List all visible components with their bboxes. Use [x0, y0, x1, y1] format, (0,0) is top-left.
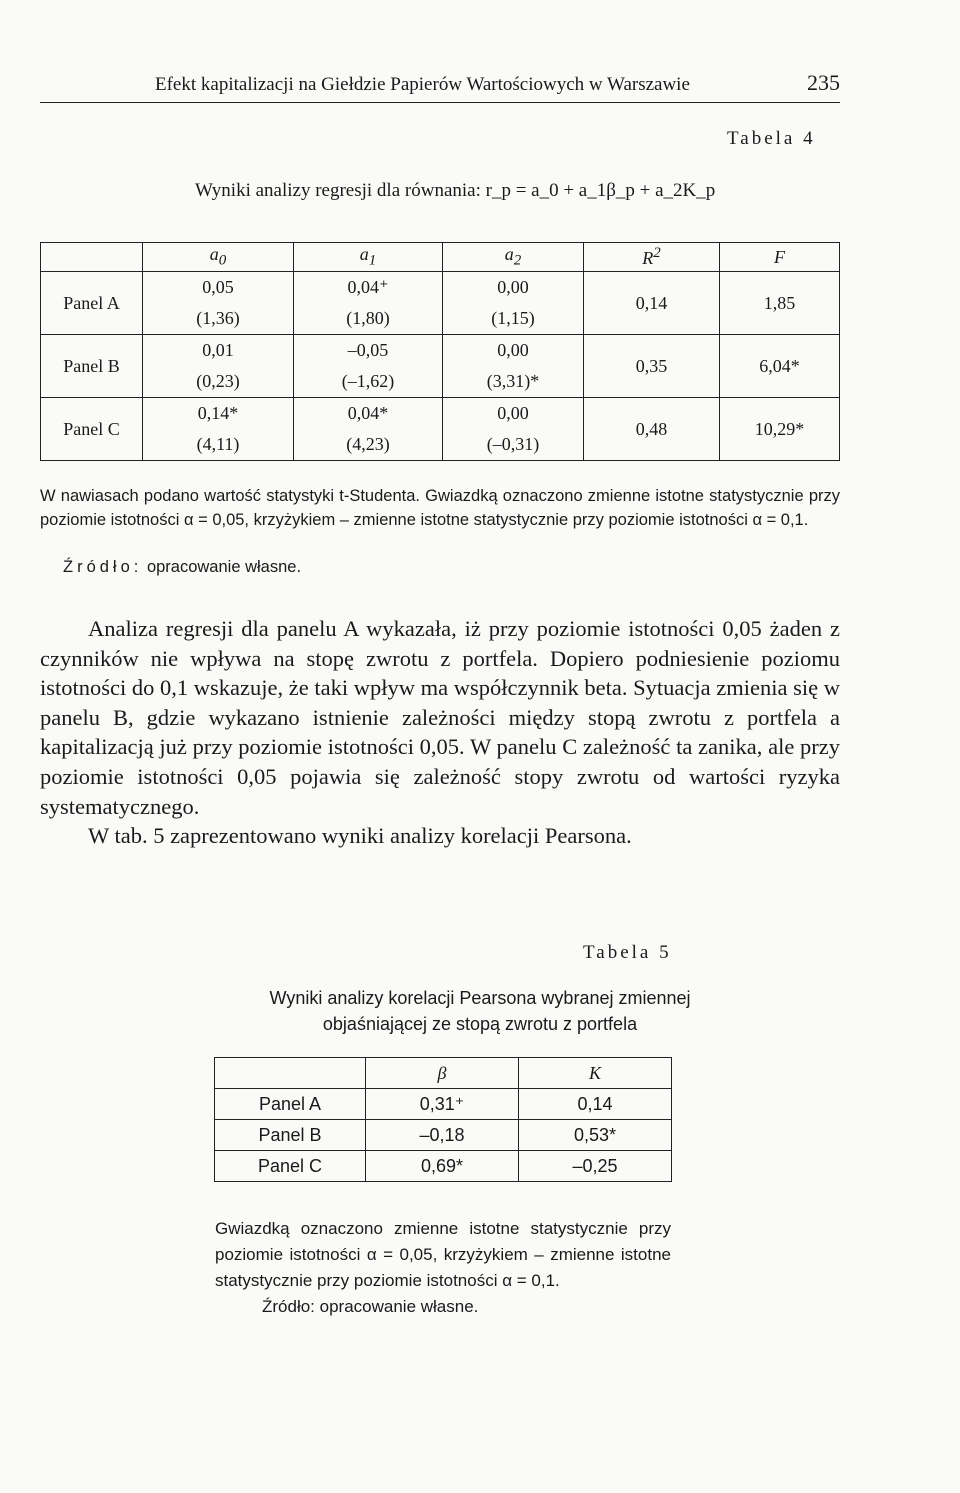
- table4-col-a2: $a_2$: [443, 243, 584, 272]
- table4-row-a-coef: [41, 272, 840, 304]
- paragraph: Analiza regresji dla panelu A wykazała, iż przy poziomie istotności 0,05 żaden z czynników nie wpływa na stopę zwrotu z portfela. Dopiero podniesienie poziomu istotności do 0,1 wskazuje, że taki wpływ ma współczynnik beta. Sytuacja zmienia się w panelu B, gdzie wykazano istnienie zależności między stopą zwrotu z portfela a kapitalizacją już przy poziomie istotności 0,05. W panelu C zależność ta zanika, ale przy poziomie istotności 0,05 pojawia się zależność stopy zwrotu od wartości ryzyka systematycznego.: [40, 616, 840, 819]
- table-row: [215, 1089, 672, 1120]
- table5-col-k: K: [519, 1058, 672, 1089]
- table5-source: Źródło: opracowanie własne.: [262, 1297, 479, 1316]
- cell: (1,15): [443, 303, 584, 335]
- cell: 0,00: [443, 398, 584, 430]
- row-label: Panel B: [215, 1120, 366, 1151]
- table4-caption: Wyniki analizy regresji dla równania: r_p = a_0 + a_1β_p + a_2K_p: [195, 180, 716, 201]
- cell: 0,01: [143, 335, 294, 367]
- cell: 0,69*: [366, 1151, 519, 1182]
- cell: 6,04*: [720, 335, 840, 398]
- row-label: Panel C: [215, 1151, 366, 1182]
- running-header: [40, 70, 840, 103]
- paragraph: W tab. 5 zaprezentowano wyniki analizy korelacji Pearsona.: [88, 823, 632, 849]
- table4-col-r2: $R^2$: [584, 243, 720, 272]
- table5-caption-line1: Wyniki analizy korelacji Pearsona wybranej zmiennej: [269, 988, 691, 1008]
- cell: 0,04*: [294, 398, 443, 430]
- cell: (4,23): [294, 429, 443, 461]
- cell: (0,23): [143, 366, 294, 398]
- cell: 10,29*: [720, 398, 840, 461]
- cell: –0,18: [366, 1120, 519, 1151]
- cell: (–1,62): [294, 366, 443, 398]
- row-label: Panel B: [41, 335, 143, 398]
- cell: 0,05: [143, 272, 294, 304]
- page-number: 235: [807, 70, 840, 95]
- table5: [214, 1057, 672, 1182]
- table4-row-b-coef: [41, 335, 840, 367]
- table4-header-row: [41, 243, 840, 272]
- cell: 0,48: [584, 398, 720, 461]
- cell: 0,31⁺: [366, 1089, 519, 1120]
- cell: 0,14: [519, 1089, 672, 1120]
- table5-caption-line2: objaśniającej ze stopą zwrotu z portfela: [322, 1014, 638, 1034]
- table4-label: Tabela 4: [727, 128, 816, 149]
- cell: (3,31)*: [443, 366, 584, 398]
- row-label: Panel C: [41, 398, 143, 461]
- table4-col-a1: $a_1$: [294, 243, 443, 272]
- table4-col-f: F: [720, 243, 840, 272]
- source-text: opracowanie własne.: [142, 558, 302, 576]
- table4-source: [63, 558, 301, 577]
- table5-label: Tabela 5: [583, 942, 672, 963]
- table4-note: W nawiasach podano wartość statystyki t-Studenta. Gwiazdką oznaczono zmienne istotne statystycznie przy poziomie istotności α = 0,05, krzyżykiem – zmienne istotne statystycznie przy poziomie istotności α = 0,1.: [40, 487, 840, 529]
- running-title: Efekt kapitalizacji na Giełdzie Papierów Wartościowych w Warszawie: [155, 74, 690, 95]
- cell: 0,00: [443, 272, 584, 304]
- cell: (4,11): [143, 429, 294, 461]
- source-label: Źródło:: [63, 558, 143, 576]
- table5-note: [215, 1216, 671, 1320]
- table-row: [215, 1120, 672, 1151]
- table5-note-text: Gwiazdką oznaczono zmienne istotne statystycznie przy poziomie istotności α = 0,05, krzyżykiem – zmienne istotne statystycznie przy poziomie istotności α = 0,1.: [215, 1219, 671, 1290]
- cell: 0,53*: [519, 1120, 672, 1151]
- row-label: Panel A: [41, 272, 143, 335]
- cell: 0,00: [443, 335, 584, 367]
- table4-row-c-coef: [41, 398, 840, 430]
- table-row: [215, 1151, 672, 1182]
- table5-header-row: [215, 1058, 672, 1089]
- cell: 0,04⁺: [294, 272, 443, 304]
- cell: (–0,31): [443, 429, 584, 461]
- cell: –0,05: [294, 335, 443, 367]
- cell: 0,35: [584, 335, 720, 398]
- table5-col-panel: [215, 1058, 366, 1089]
- row-label: Panel A: [215, 1089, 366, 1120]
- cell: (1,80): [294, 303, 443, 335]
- table4: [40, 242, 840, 461]
- cell: 0,14*: [143, 398, 294, 430]
- cell: (1,36): [143, 303, 294, 335]
- cell: 1,85: [720, 272, 840, 335]
- cell: 0,14: [584, 272, 720, 335]
- table5-col-beta: β: [366, 1058, 519, 1089]
- cell: –0,25: [519, 1151, 672, 1182]
- table4-col-a0: $a_0$: [143, 243, 294, 272]
- table4-col-panel: [41, 243, 143, 272]
- body-text: [40, 614, 840, 851]
